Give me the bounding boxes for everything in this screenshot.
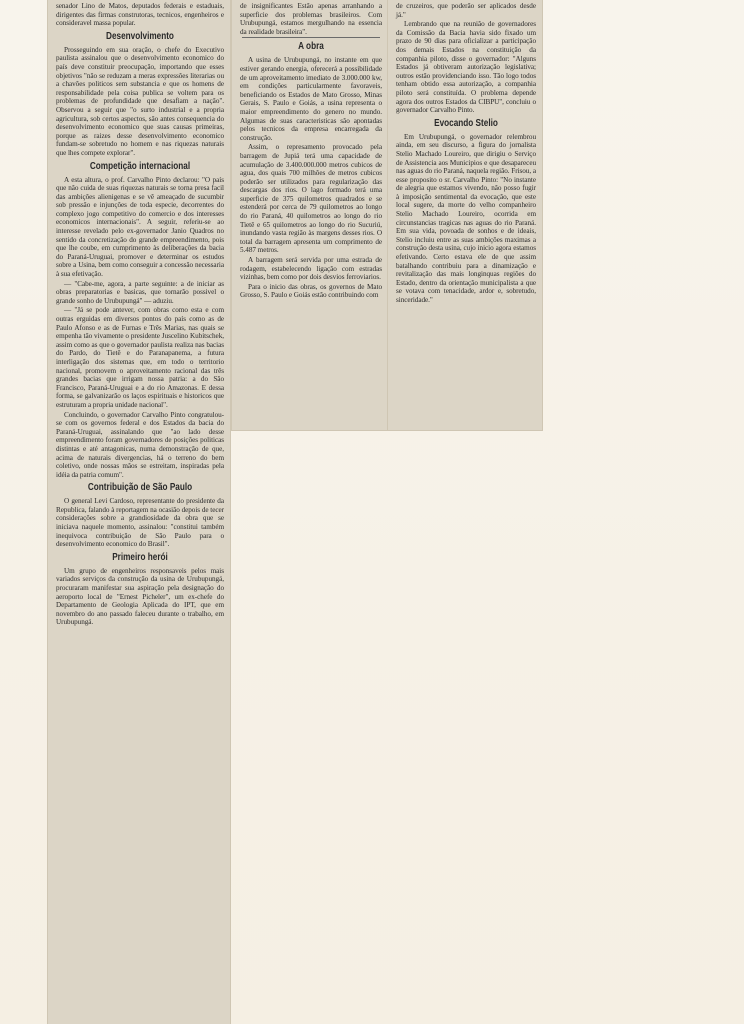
left-paragraph-1: Prosseguindo em sua oração, o chefe do Executivo paulista assinalou que o desenvolvimento economico do país deve constituir preocupação, importando que esses objetivos "não se reduzam a meras expressões literarias ou a chavões politicos sem substancia e que os homens de responsabilidade pela coisa publica se voltem para os problemas de profundidade que desafiam a nação". Observou a seguir que "o surto industrial e a propria agricultura, sob certos aspectos, são antes consequencia do desenvolvimento economico que suas causas primeiras, porque as raizes desse desenvolvimento economico fundam-se sobretudo no homem e nas riquezas naturais que lhes compete explorar". [56,45,224,157]
middle-paragraph-4: Para o inicio das obras, os governos de Mato Grosso, S. Paulo e Goiás estão contribuindo com [240,282,382,300]
middle-paragraph-2: Assim, o represamento provocado pela barragem de Jupiá terá uma capacidade de acumulação de 3.400.000.000 metros cubicos de agua, dos quais 700 milhões de metros cubicos poderão ser utilizados para regularização das descargas dos rios. O lago formado terá uma superficie de 375 quilometros quadrados e se estenderá por cerca de 79 quilometros ao longo do rio Paraná, 40 quilometros ao longo do rio Tietê e 65 quilometros ao longo do rio Sucuriú, inundando vasta região às margens desses rios. O total da barragem apresenta um comprimento de 5.487 metros. [240,143,382,255]
left-paragraph-7: Um grupo de engenheiros responsaveis pelos mais variados serviços da construção da usina de Urubupungá, procuraram manifestar sua aspiração pela designação do aeroporto local de "Ernest Picheler", um ex-chefe do Departamento de Geologia Aplicada do IPT, que em novembro do ano passado faleceu durante o trabalho, em Urubupungá. [56,566,224,627]
middle-intro: de insignificantes Estão apenas arranhando a superficie dos problemas brasileiros. Com Urubupungá, estamos mergulhando na essencia da realidade brasileira". [240,2,382,36]
left-paragraph-4: — "Já se pode antever, com obras como esta e com outras erguidas em diversos pontos do país como as de Paulo Afonso e as de Furnas e Três Marias, nas quais se empenha tão vivamente o presidente Juscelino Kubitschek, assim como as que o governador paulista realiza nas bacias do Pardo, do Tietê e do Paranapanema, a futura interligação dos sistemas que, em todo o territorio nacional, promovem o aproveitamento racional das três grandes bacias que irrigam nossa patria: a do São Francisco, Paraná-Uruguai e a do rio Amazonas. E dessa forma, se galvanizarão os laços espirituais e historicos que estruturam a propria unidade nacional". [56,306,224,409]
heading-desenvolvimento: Desenvolvimento [106,30,174,42]
right-intro: de cruzeiros, que poderão ser aplicados desde já." [396,2,536,19]
heading-evocando-stelio: Evocando Stelio [434,117,498,129]
left-paragraph-5: Concluindo, o governador Carvalho Pinto congratulou-se com os governos federal e dos Estados da bacia do Paraná-Uruguai, assinalando que "ao lado desse empreendimento foram governadores de posições politicas distintas e até antagonicas, numa demonstração de que, acima de naturais divergencias, há o terreno do bem coletivo, onde nossas mãos se estreitam, inspiradas pela idéia da patria comum". [56,410,224,479]
heading-primeiro-heroi: Primeiro herói [112,551,168,563]
clipping-left-column [48,0,230,1024]
middle-paragraph-1: A usina de Urubupungá, no instante em que estiver gerando energia, oferecerá a possibilidade de um aproveitamento imediato de 3.000.000 kw, em condições particularmente favoraveis, beneficiando os Estados de Mato Grosso, Minas Gerais, S. Paulo e Goiás, a usina representa o maior empreendimento do genero no mundo. Algumas de suas caracteristicas são apontadas pelos tecnicos da empresa encarregada da construção. [240,56,382,142]
clipping-right-column [388,0,542,430]
middle-column-text [232,0,388,300]
right-paragraph-1: Lembrando que na reunião de governadores da Comissão da Bacia havia sido fixado um prazo de 90 dias para oficializar a participação dos demais Estados na constituição da companhia piloto, disse o governador: "Alguns Estados já obtiveram autorização legislativa; outros estão providenciando isso. Tão logo todos tenham obtido essa autorização, a companhia piloto será constituída. O problema depende agora dos outros Estados da CIBPU", concluiu o governador Carvalho Pinto. [396,20,536,115]
column-rule [242,37,380,38]
right-column-text [388,0,542,305]
right-paragraph-2: Em Urubupungá, o governador relembrou ainda, em seu discurso, a figura do jornalista Stelio Machado Loureiro, que dirigiu o Serviço de Assistencia aos Municipios e que desapareceu nas aguas do rio Paraná, naquela região. Frisou, a esse proposito o sr. Carvalho Pinto: "No instante de alegria que estamos vivendo, não posso fugir à imposição sentimental da evocação, que este local sugere, da morte do velho companheiro Stelio Machado Loureiro, ocorrida em circunstancias tragicas nas aguas do rio Paraná. Em sua vida, povoada de sonhos e de ideais, Stelio incluiu entre as suas ambições maximas a construção desta usina, cujo inicio agora estamos efetivando. Certo estava ele de que assim batalhando contribuiu para a dinamização e revitalização das mais longinquas regiões do Estado, dentro da orientação municipalista a que se votava com tenacidade, ardor e, sobretudo, sinceridade." [396,132,536,304]
left-paragraph-2: A esta altura, o prof. Carvalho Pinto declarou: "O país que não cuida de suas riquezas naturais se torna presa facil das ambições alienigenas e se vê ameaçado de sucumbir sob pressão e injunções de toda especie, decorrentes do complexo jogo competitivo do comercio e dos interesses economicos internacionais". A seguir, referiu-se ao interesse revelado pelo ex-governador Janio Quadros no sentido da concretização do grande empreendimento, pois que lhe coube, em cumprimento às deliberações da bacia do Paraná-Uruguai, promover e determinar os estudos sobre a Usina, bem como conseguir a concessão necessaria à sua efetivação. [56,175,224,279]
clipping-middle-column [232,0,388,430]
middle-paragraph-3: A barragem será servida por uma estrada de rodagem, estabelecendo ligação com estradas vizinhas, bem como por dois desvios ferroviarios. [240,256,382,282]
heading-competicao-internacional: Competição internacional [89,160,191,172]
left-column-text [48,0,230,627]
heading-contribuicao-sao-paulo: Contribuição de São Paulo [87,482,193,494]
left-paragraph-3: — "Cabe-me, agora, a parte seguinte: a de iniciar as obras preparatorias e basicas, que tornarão possivel o grande sonho de Urubupungá" — aduziu. [56,279,224,305]
left-paragraph-6: O general Levi Cardoso, representante do presidente da Republica, falando à reportagem na ocasião depois de tecer considerações sobre a grandiosidade da obra que se iniciava naquele momento, assinalou: "constitui também inequivoca contribuição de São Paulo para o desenvolvimento economico do Brasil". [56,497,224,549]
left-intro: senador Lino de Matos, deputados federais e estaduais, dirigentes das firmas construtoras, tecnicos, engenheiros e consideravel massa popular. [56,2,224,28]
heading-a-obra: A obra [298,41,324,53]
